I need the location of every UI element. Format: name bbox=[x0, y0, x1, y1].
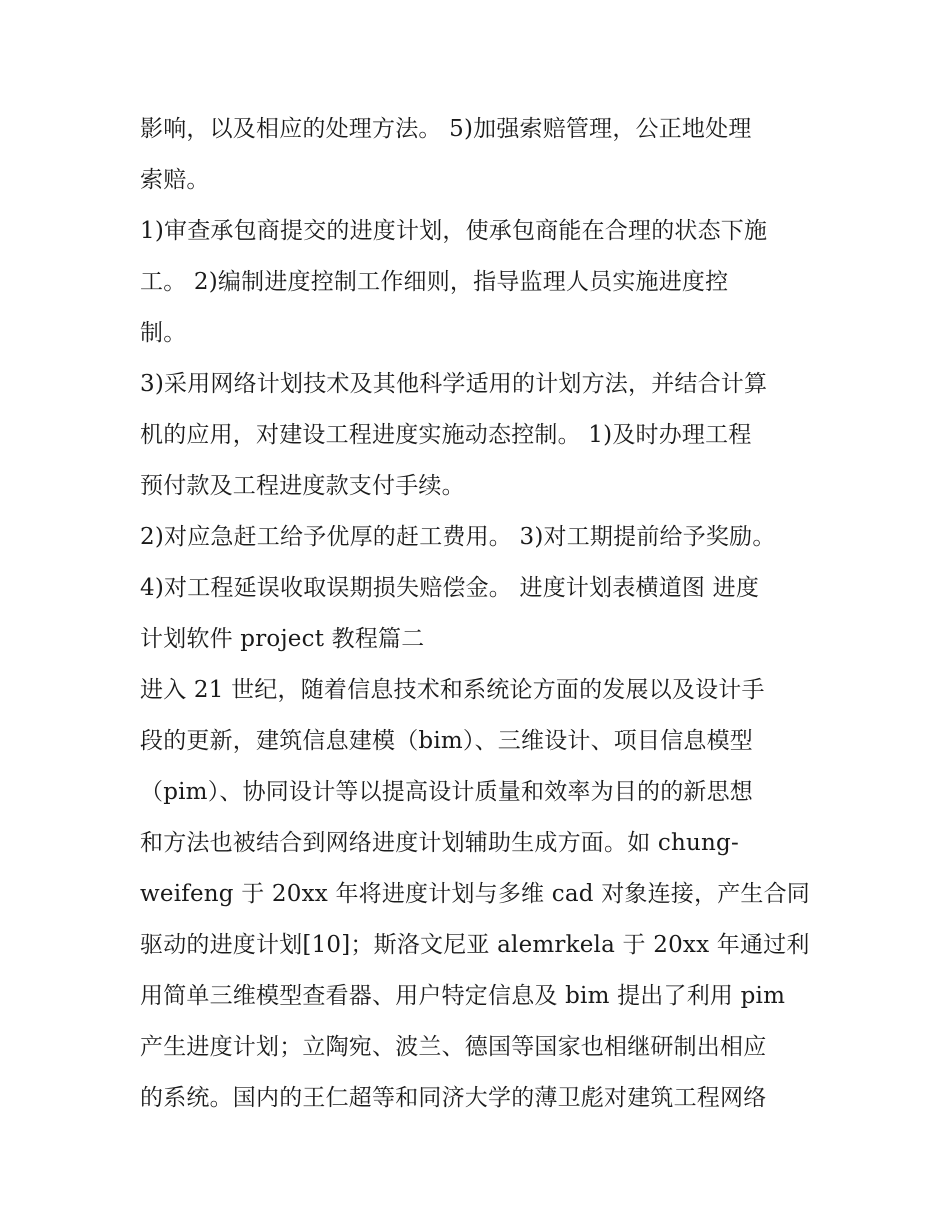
text-line: 工。 2)编制进度控制工作细则，指导监理人员实施进度控 bbox=[140, 269, 729, 295]
text-line: 的系统。国内的王仁超等和同济大学的薄卫彪对建筑工程网络 bbox=[140, 1085, 767, 1111]
text-line: 3)采用网络计划技术及其他科学适用的计划方法，并结合计算 bbox=[140, 371, 768, 397]
text-line: 影响，以及相应的处理方法。 5)加强索赔管理，公正地处理 bbox=[140, 116, 752, 142]
text-line: 预付款及工程进度款支付手续。 bbox=[140, 473, 465, 499]
text-line: 驱动的进度计划[10]；斯洛文尼亚 alemrkela 于 20xx 年通过利 bbox=[140, 932, 810, 958]
text-line: 机的应用，对建设工程进度实施动态控制。 1)及时办理工程 bbox=[140, 422, 752, 448]
text-line: （pim）、协同设计等以提高设计质量和效率为目的的新思想 bbox=[140, 779, 753, 805]
text-line: 4)对工程延误收取误期损失赔偿金。 进度计划表横道图 进度 bbox=[140, 575, 760, 601]
text-line: 进入 21 世纪，随着信息技术和系统论方面的发展以及设计手 bbox=[140, 677, 765, 703]
text-line: 段的更新，建筑信息建模（bim）、三维设计、项目信息模型 bbox=[140, 728, 753, 754]
text-line: weifeng 于 20xx 年将进度计划与多维 cad 对象连接，产生合同 bbox=[140, 881, 810, 907]
text-line: 用简单三维模型查看器、用户特定信息及 bim 提出了利用 pim bbox=[140, 983, 786, 1009]
text-line: 2)对应急赶工给予优厚的赶工费用。 3)对工期提前给予奖励。 bbox=[140, 524, 776, 550]
text-line: 1)审查承包商提交的进度计划，使承包商能在合理的状态下施 bbox=[140, 218, 768, 244]
text-line: 制。 bbox=[140, 320, 187, 346]
text-line: 产生进度计划；立陶宛、波兰、德国等国家也相继研制出相应 bbox=[140, 1034, 767, 1060]
text-line: 和方法也被结合到网络进度计划辅助生成方面。如 chung- bbox=[140, 830, 739, 856]
section-heading-line: 计划软件 project 教程篇二 bbox=[140, 626, 425, 652]
text-line: 索赔。 bbox=[140, 167, 210, 193]
document-body bbox=[140, 104, 820, 1124]
